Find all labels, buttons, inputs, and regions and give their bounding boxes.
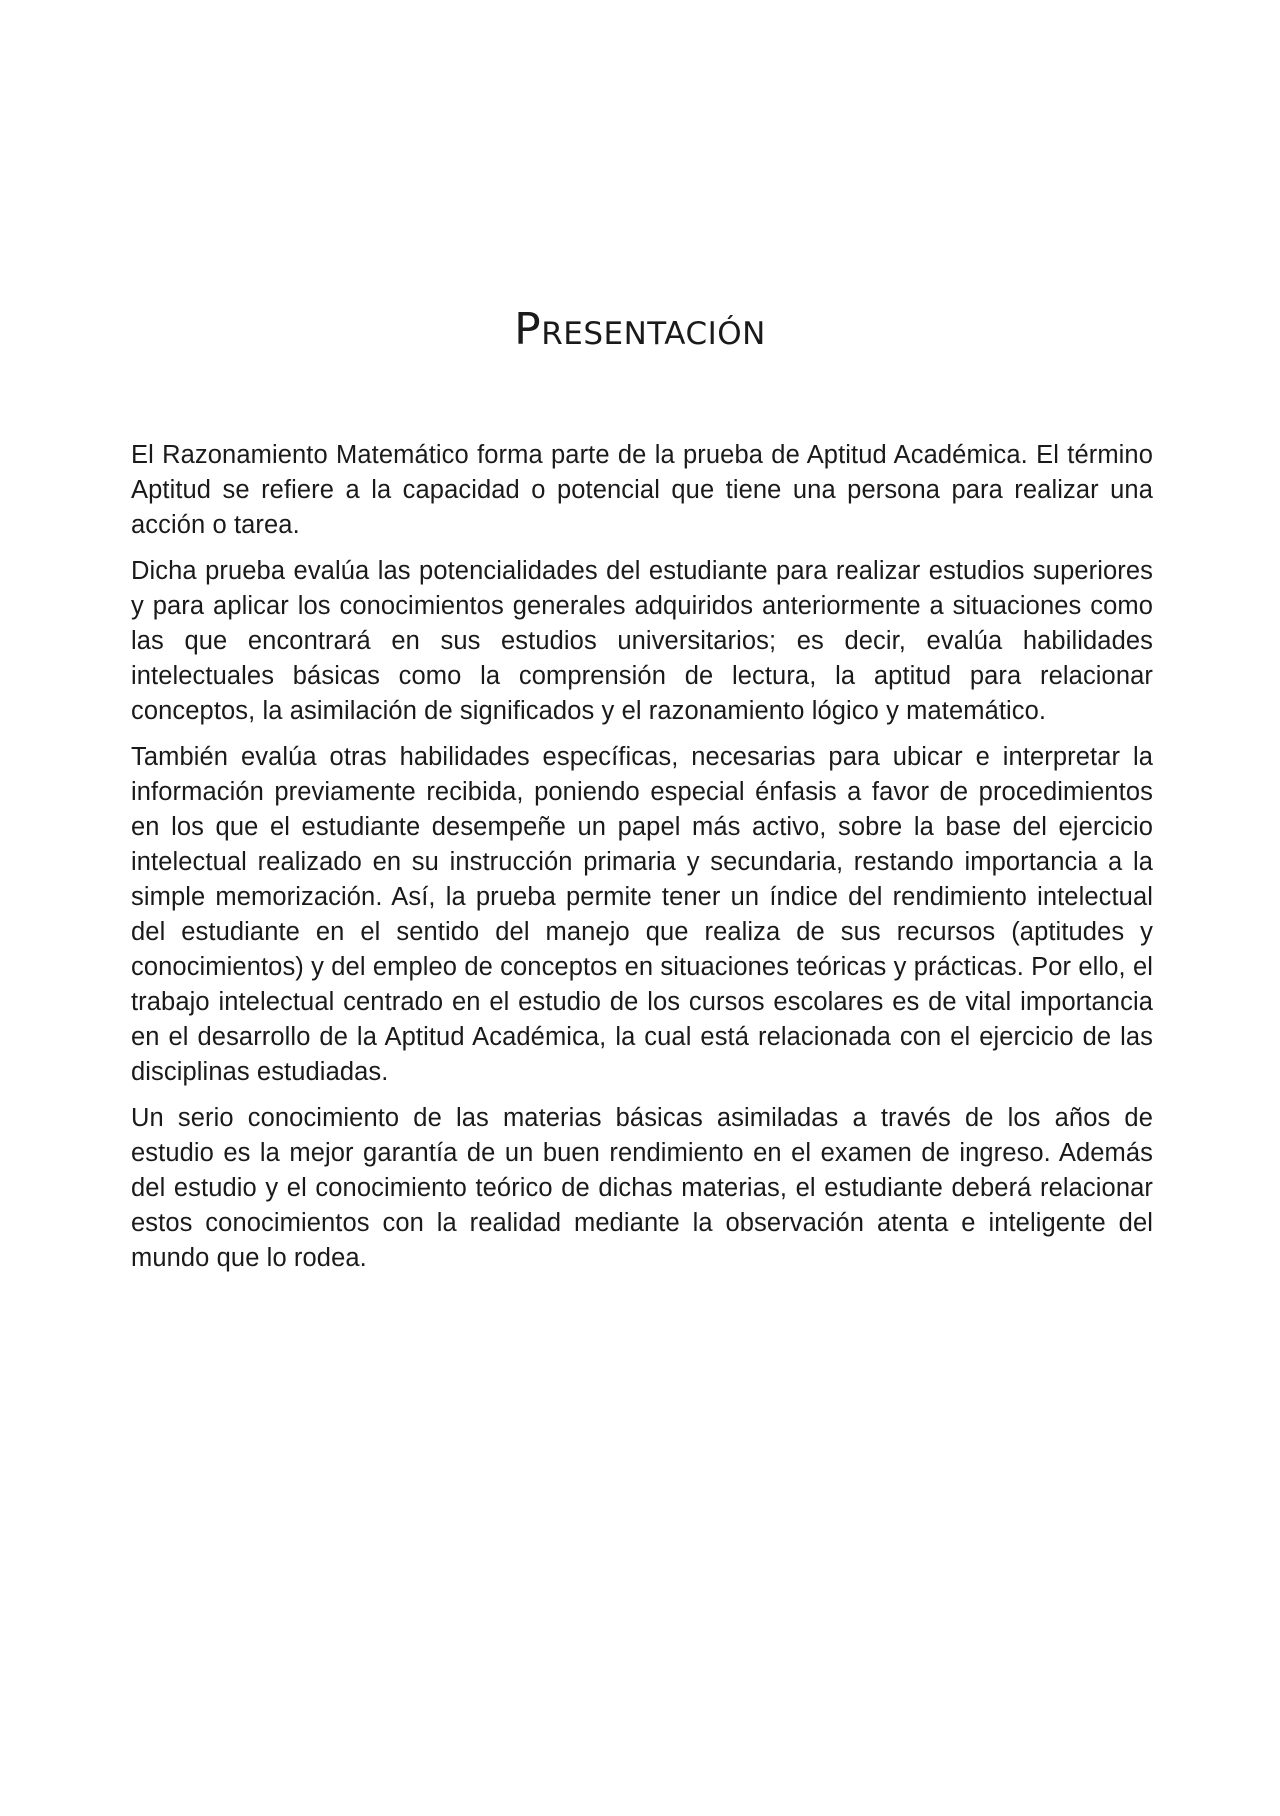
page-title: Presentación [514, 304, 766, 355]
paragraph-2: Dicha prueba evalúa las potencialidades del estudiante para realizar estudios superiores y para aplicar los conocimientos generales adquiridos anteriormente a situaciones como las que encontrará en sus estudios universitarios; es decir, evalúa habilidades intelectuales básicas como la comprensión de lectura, la aptitud para relacionar conceptos, la asimilación de significados y el razonamiento lógico y matemático. [131, 557, 1153, 725]
paragraph-1: El Razonamiento Matemático forma parte de la prueba de Aptitud Académica. El término Aptitud se refiere a la capacidad o potencial que tiene una persona para realizar una acción o tarea. [131, 441, 1153, 539]
document-body [131, 438, 1153, 1287]
paragraph-4: Un serio conocimiento de las materias básicas asimiladas a través de los años de estudio es la mejor garantía de un buen rendimiento en el examen de ingreso. Además del estudio y el conocimiento teórico de dichas materias, el estudiante deberá relacionar estos conocimientos con la realidad mediante la observación atenta e inteligente del mundo que lo rodea. [131, 1104, 1153, 1272]
paragraph-3: También evalúa otras habilidades específicas, necesarias para ubicar e interpretar la información previamente recibida, poniendo especial énfasis a favor de procedimientos en los que el estudiante desempeñe un papel más activo, sobre la base del ejercicio intelectual realizado en su instrucción primaria y secundaria, restando importancia a la simple memorización. Así, la prueba permite tener un índice del rendimiento intelectual del estudiante en el sentido del manejo que realiza de sus recursos (aptitudes y conocimientos) y del empleo de conceptos en situaciones teóricas y prácticas. Por ello, el trabajo intelectual centrado en el estudio de los cursos escolares es de vital importancia en el desarrollo de la Aptitud Académica, la cual está relacionada con el ejercicio de las disciplinas estudiadas. [131, 743, 1153, 1086]
